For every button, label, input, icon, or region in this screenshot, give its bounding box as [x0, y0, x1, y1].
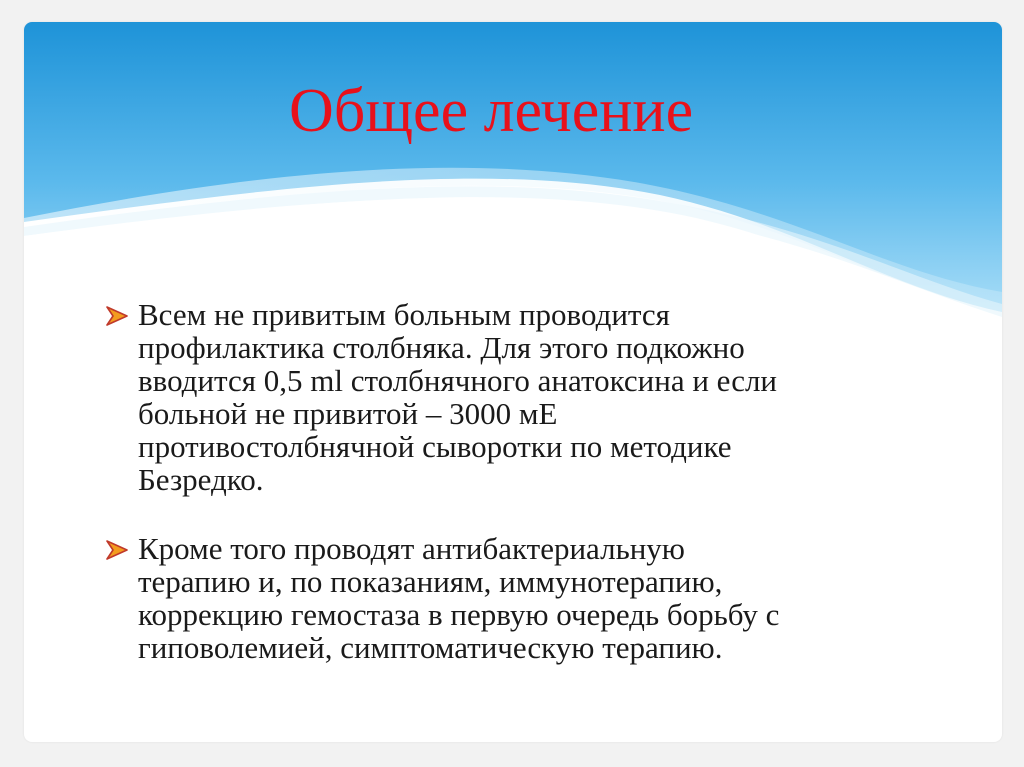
- bullet-line: Всем не привитым больным проводится: [138, 297, 670, 332]
- chevron-bullet-icon: [106, 305, 130, 327]
- bullet-item: [106, 532, 966, 664]
- bullet-line: Кроме того проводят антибактериальную: [138, 531, 685, 566]
- bullet-line: противостолбнячной сыворотки по методике: [138, 429, 732, 464]
- slide-title: Общее лечение: [289, 77, 694, 145]
- bullet-line: коррекцию гемостаза в первую очередь борьбу с: [138, 597, 780, 632]
- slide: [24, 22, 1002, 742]
- bullet-item: [106, 298, 966, 496]
- header-wave-background: [24, 22, 1002, 322]
- bullet-line: профилактика столбняка. Для этого подкожно: [138, 330, 745, 365]
- bullet-line: Безредко.: [138, 462, 264, 497]
- bullet-line: больной не привитой – 3000 мЕ: [138, 396, 558, 431]
- bullet-line: вводится 0,5 ml столбнячного анатоксина и если: [138, 363, 778, 398]
- bullet-list: [106, 298, 966, 664]
- bullet-line: гиповолемией, симптоматическую терапию.: [138, 630, 723, 665]
- bullet-line: терапию и, по показаниям, иммунотерапию,: [138, 564, 723, 599]
- chevron-bullet-icon: [106, 539, 130, 561]
